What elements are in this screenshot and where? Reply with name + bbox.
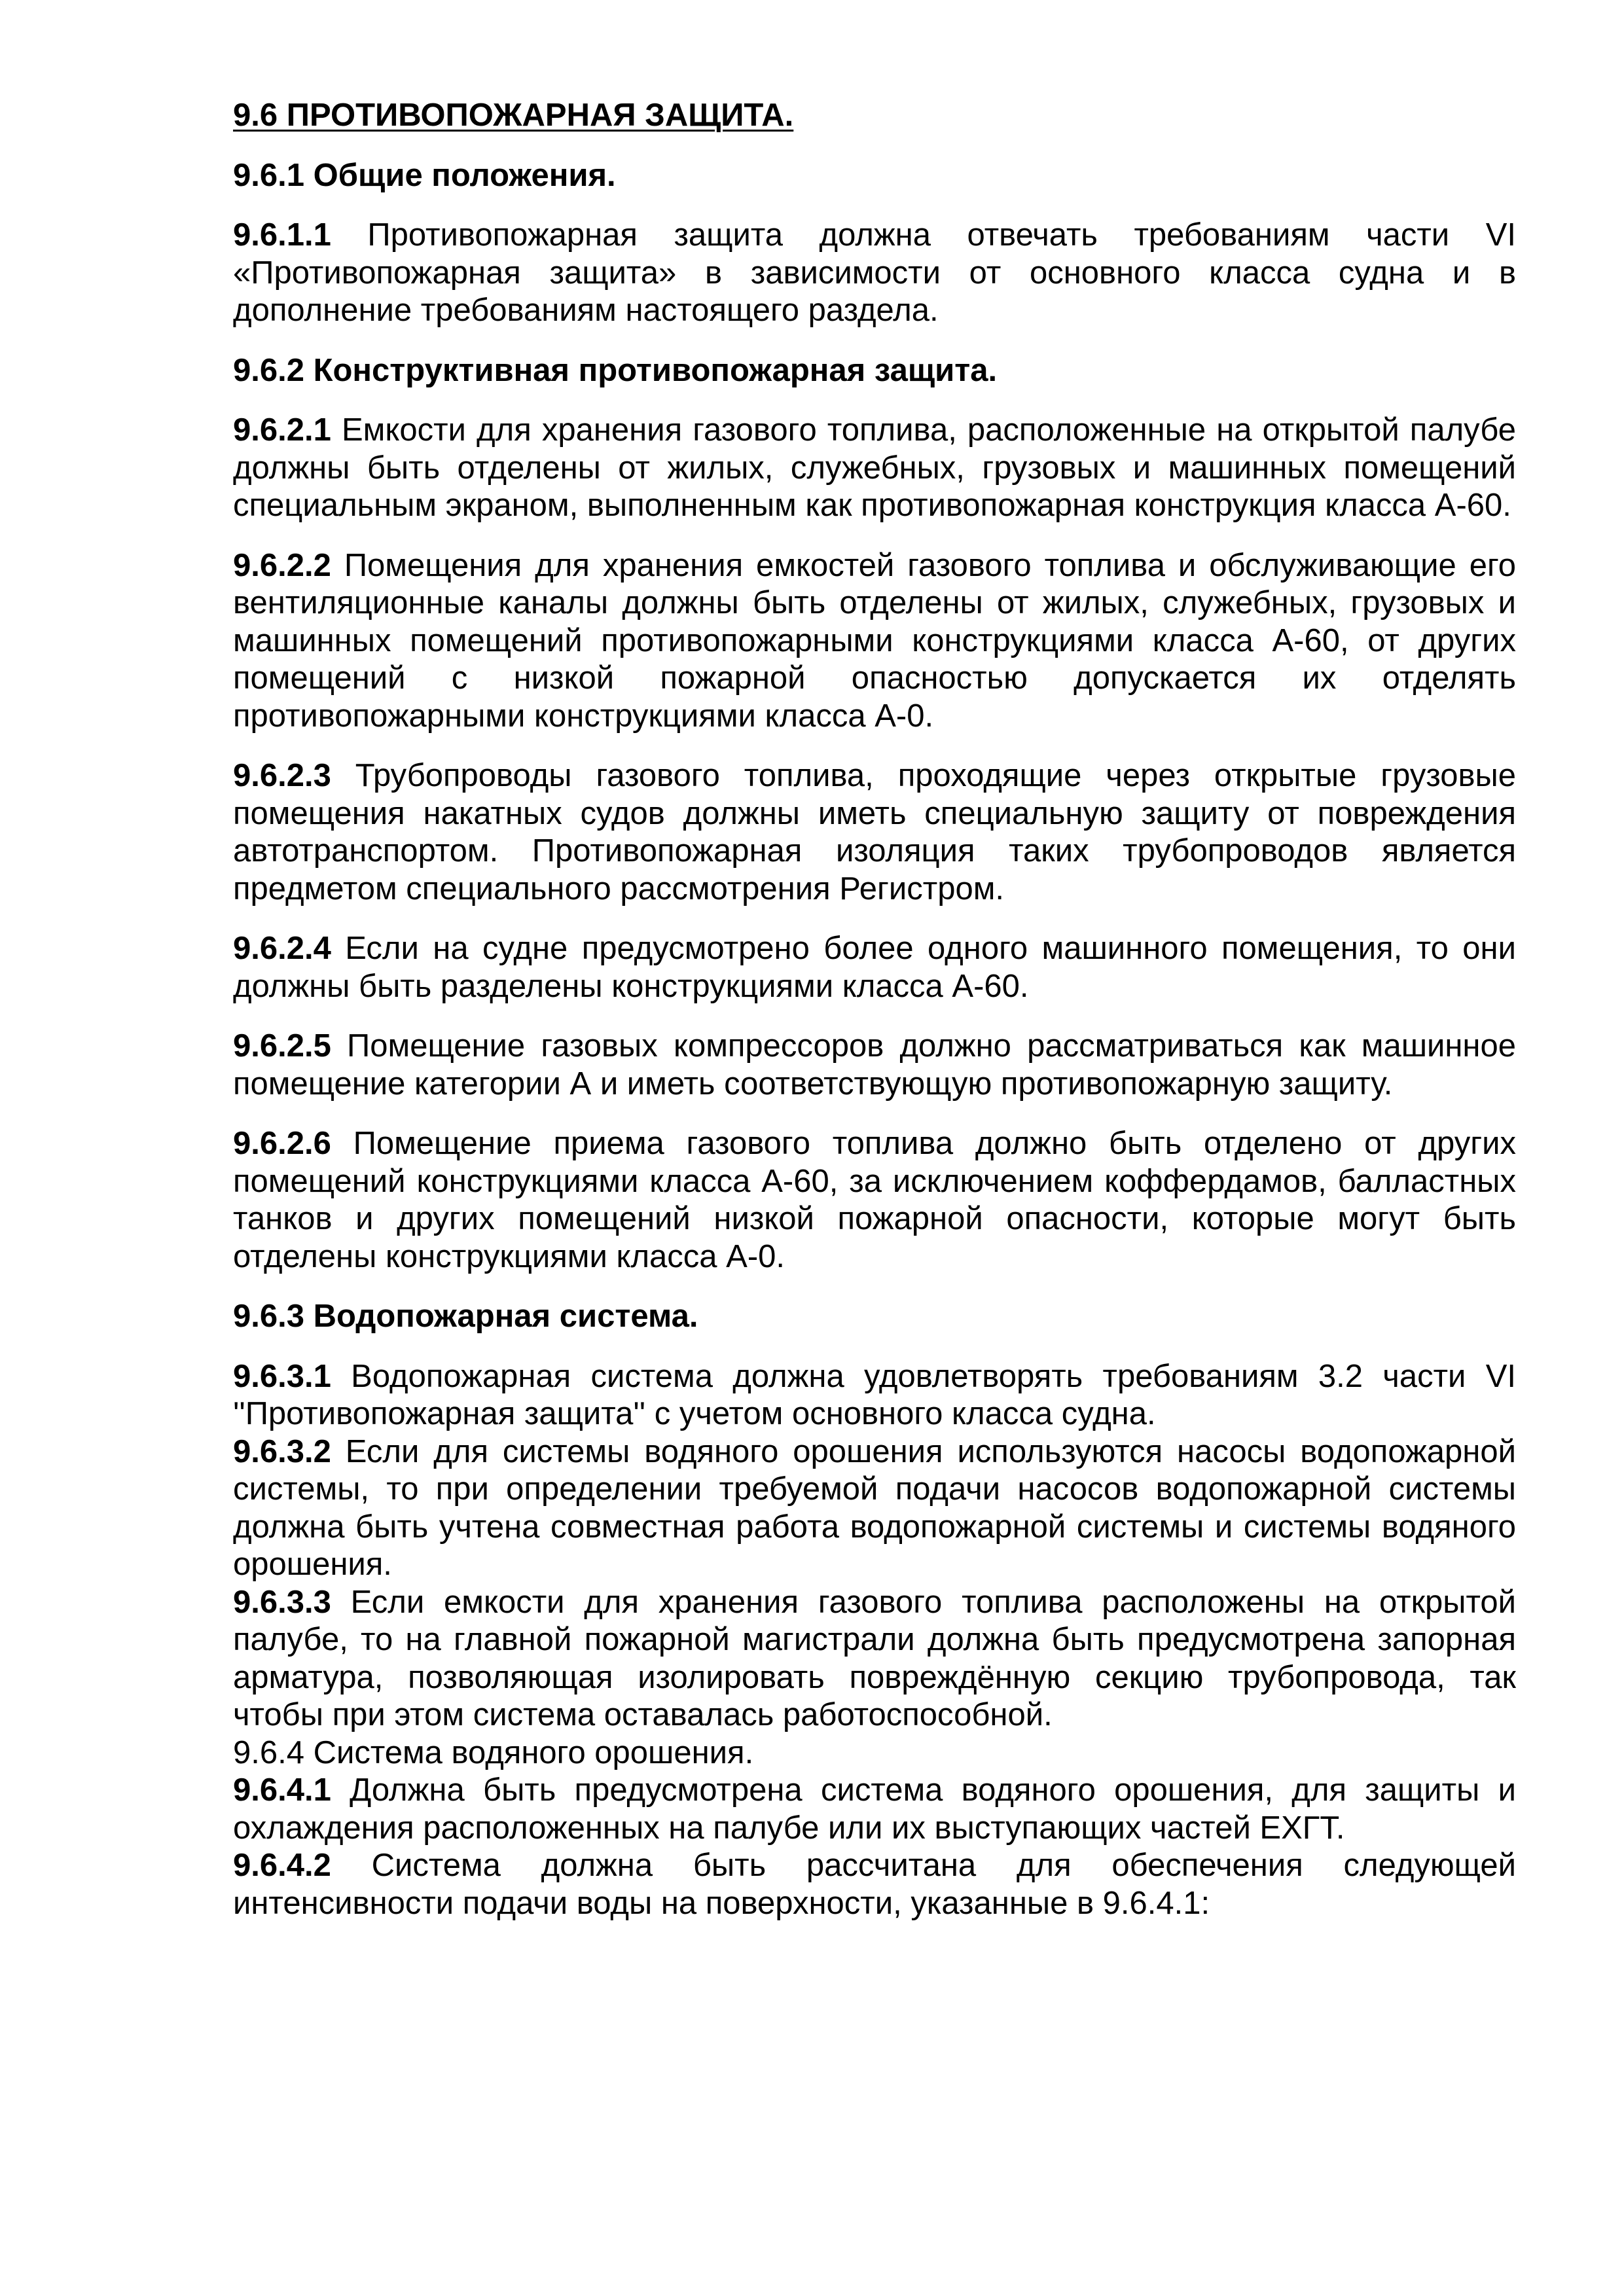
subsection-heading-9-6-3: 9.6.3 Водопожарная система.: [233, 1299, 698, 1334]
clause-number: 9.6.2.2: [233, 547, 331, 583]
clause-text: Должна быть предусмотрена система водяного орошения, для защиты и охлаждения расположенных на палубе или их выступающих частей ЕХГТ.: [233, 1772, 1516, 1846]
clause-9-6-3-2: [233, 1433, 1516, 1584]
subsection-heading-9-6-1: 9.6.1 Общие положения.: [233, 157, 616, 193]
document-page: [233, 97, 1516, 1922]
clause-9-6-3-3: [233, 1584, 1516, 1734]
clause-9-6-1-1: [233, 217, 1516, 330]
clause-9-6-2-1: [233, 412, 1516, 525]
clause-9-6-4-1: [233, 1772, 1516, 1847]
clause-9-6-2-4: [233, 930, 1516, 1005]
clause-number: 9.6.4.1: [233, 1772, 331, 1808]
clause-number: 9.6.3.2: [233, 1433, 331, 1469]
clause-number: 9.6.2.3: [233, 758, 331, 793]
clause-text: Помещение приема газового топлива должно быть отделено от других помещений конструкциями класса А-60, за исключением коффердамов, балластных танков и других помещений низкой пожарной опасности, которые могут быть отделены конструкциями класса А-0.: [233, 1126, 1516, 1274]
section-title: 9.6 ПРОТИВОПОЖАРНАЯ ЗАЩИТА.: [233, 98, 794, 133]
clause-9-6-2-2: [233, 547, 1516, 736]
clause-9-6-2-5: [233, 1028, 1516, 1103]
clause-number: 9.6.2.6: [233, 1126, 331, 1161]
clause-number: 9.6.4.2: [233, 1848, 331, 1883]
clause-text: Если для системы водяного орошения используются насосы водопожарной системы, то при определении требуемой подачи насосов водопожарной системы должна быть учтена совместная работа водопожарной системы и системы водяного орошения.: [233, 1433, 1516, 1582]
clause-text: Помещения для хранения емкостей газового топлива и обслуживающие его вентиляционные каналы должны быть отделены от жилых, служебных, грузовых и машинных помещений противопожарными конструкциями класса А-60, от других помещений с низкой пожарной опасностью допускается их отделять противопожарными конструкциями класса А-0.: [233, 547, 1516, 734]
clause-text: Трубопроводы газового топлива, проходящие через открытые грузовые помещения накатных судов должны иметь специальную защиту от повреждения автотранспортом. Противопожарная изоляция таких трубопроводов является предметом специального рассмотрения Регистром.: [233, 758, 1516, 906]
clause-number: 9.6.2.4: [233, 931, 331, 966]
clause-number: 9.6.2.5: [233, 1028, 331, 1064]
clause-9-6-2-3: [233, 757, 1516, 908]
clause-text: Противопожарная защита должна отвечать требованиям части VI «Противопожарная защита» в зависимости от основного класса судна и в дополнение требованиям настоящего раздела.: [233, 217, 1516, 328]
clause-text: Емкости для хранения газового топлива, расположенные на открытой палубе должны быть отделены от жилых, служебных, грузовых и машинных помещений специальным экраном, выполненным как противопожарная конструкция класса А-60.: [233, 412, 1516, 523]
subsection-heading-9-6-4: 9.6.4 Система водяного орошения.: [233, 1734, 754, 1770]
clause-number: 9.6.2.1: [233, 412, 331, 448]
clause-number: 9.6.3.1: [233, 1358, 331, 1394]
clause-9-6-4-2: [233, 1847, 1516, 1922]
clause-number: 9.6.3.3: [233, 1584, 331, 1620]
clause-text: Помещение газовых компрессоров должно рассматриваться как машинное помещение категории А и иметь соответствующую противопожарную защиту.: [233, 1028, 1516, 1102]
clause-text: Система должна быть рассчитана для обеспечения следующей интенсивности подачи воды на поверхности, указанные в 9.6.4.1:: [233, 1848, 1516, 1921]
clause-number: 9.6.1.1: [233, 217, 331, 253]
clause-text: Если емкости для хранения газового топлива расположены на открытой палубе, то на главной пожарной магистрали должна быть предусмотрена запорная арматура, позволяющая изолировать повреждённую секцию трубопровода, так чтобы при этом система оставалась работоспособной.: [233, 1584, 1516, 1732]
clause-9-6-2-6: [233, 1125, 1516, 1276]
clause-text: Водопожарная система должна удовлетворять требованиям 3.2 части VI ''Противопожарная защита'' с учетом основного класса судна.: [233, 1358, 1516, 1431]
subsection-heading-9-6-2: 9.6.2 Конструктивная противопожарная защита.: [233, 352, 998, 388]
clause-9-6-3-1: [233, 1358, 1516, 1433]
clause-text: Если на судне предусмотрено более одного машинного помещения, то они должны быть разделены конструкциями класса А-60.: [233, 931, 1516, 1004]
